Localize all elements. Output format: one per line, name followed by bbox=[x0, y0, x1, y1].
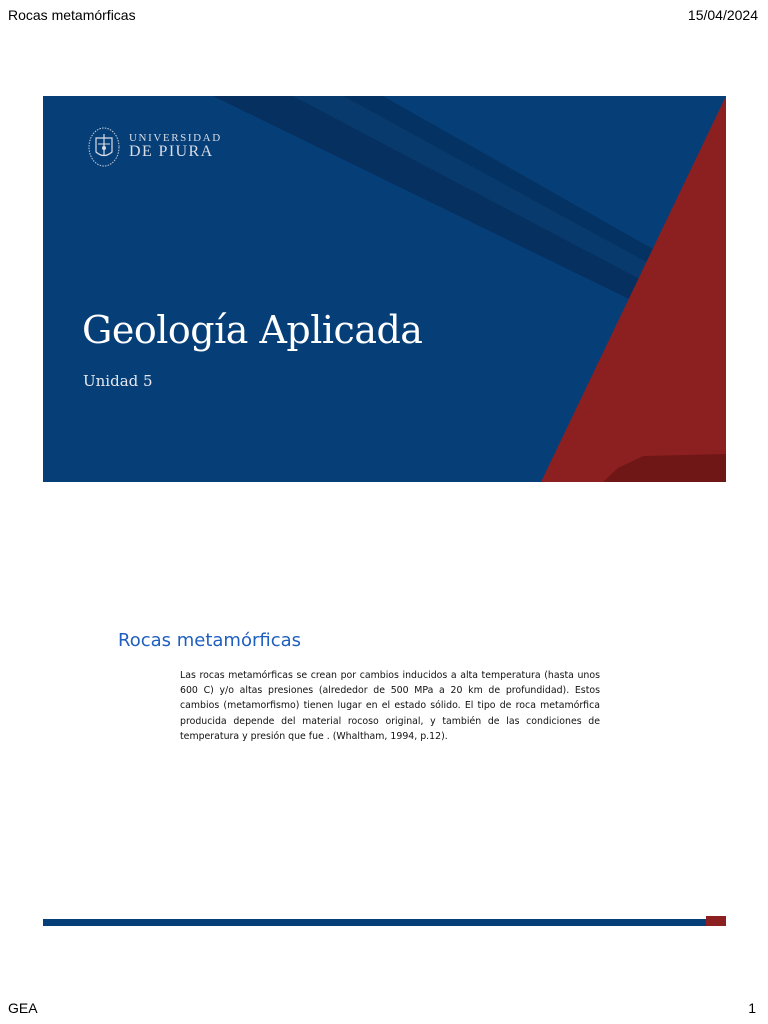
document-header-title: Rocas metamórficas bbox=[8, 7, 136, 23]
page-number: 1 bbox=[748, 1000, 756, 1016]
logo-text-line1: UNIVERSIDAD bbox=[129, 131, 222, 144]
document-header-date: 15/04/2024 bbox=[687, 7, 758, 23]
slide2-body-text: Las rocas metamórficas se crean por cambios inducidos a alta temperatura (hasta unos 600 C) y/o altas presiones (alrededor de 500 MPa a 20 km de profundidad). Estos cambios (metamorfismo) tienen lugar en el estado sólido. El tipo de roca metamórfica producida depende del material rocoso original, y también de las condiciones de temperatura y presión que fue . (Whaltham, 1994, p.12). bbox=[180, 670, 600, 742]
logo-text-line2: DE PIURA bbox=[129, 143, 214, 161]
slide2-bottom-bar bbox=[43, 919, 710, 926]
university-seal-icon bbox=[87, 126, 121, 168]
document-footer-label: GEA bbox=[8, 1000, 38, 1016]
title-slide bbox=[43, 96, 726, 482]
slide-title: Geología Aplicada bbox=[82, 308, 423, 352]
slide2-title: Rocas metamórficas bbox=[118, 630, 302, 651]
slide2-bottom-accent bbox=[706, 916, 726, 926]
university-logo bbox=[87, 124, 222, 170]
slide-subtitle: Unidad 5 bbox=[83, 372, 153, 390]
